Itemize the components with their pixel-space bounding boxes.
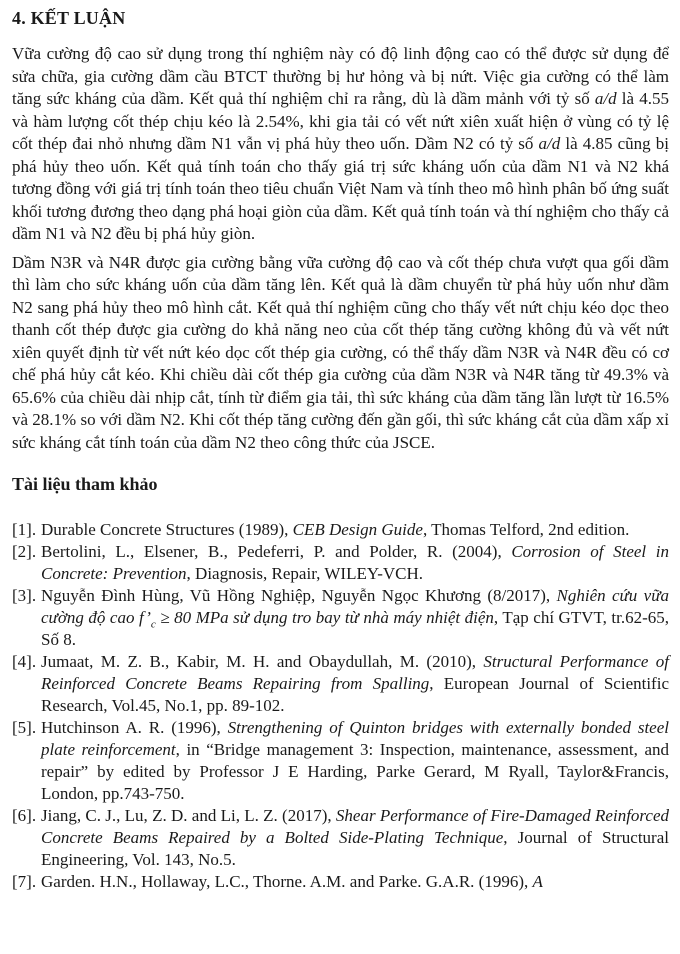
reference-text: Garden. H.N., Hollaway, L.C., Thorne. A.M. and Parke. G.A.R. (1996), A (41, 872, 543, 891)
reference-text: Durable Concrete Structures (1989), CEB Design Guide, Thomas Telford, 2nd edition. (41, 520, 630, 539)
reference-item-6 (12, 805, 669, 871)
conclusion-section-title: 4. KẾT LUẬN (12, 8, 126, 28)
reference-marker: [5]. (12, 718, 37, 737)
reference-text: Nguyễn Đình Hùng, Vũ Hồng Nghiệp, Nguyễn Ngọc Khương (8/2017), Nghiên cứu vữa cường độ cao $f’_c \ge 80$ MPa sử dụng tro bay từ nhà máy nhiệt điện, Tạp chí GTVT, tr.62-65, Số 8. (41, 586, 669, 649)
reference-list (12, 519, 669, 893)
conclusion-paragraph-2: Dầm N3R và N4R được gia cường bằng vữa cường độ cao và cốt thép chưa vượt qua gối dầm thì làm cho sức kháng uốn của dầm tăng lên. Kết quả là dầm chuyển từ phá hủy uốn như dầm N2 sang phá hủy theo mô hình cắt. Kết quả thí nghiệm cũng cho thấy vết nứt chịu kéo dọc theo thanh cốt thép được gia cường do khả năng neo của cốt thép tăng cường không đủ và vết nứt xiên quyết định từ vết nứt kéo dọc cốt thép gia cường, có thể thấy dầm N3R và N4R đều có cơ chế phá hủy cắt kéo. Khi chiều dài cốt thép gia cường của dầm N3R và N4R tăng từ 49.3% và 65.6% của chiều dài nhịp cắt, tính từ điểm gia tải, thì sức kháng của dầm tăng lần lượt từ 16.5% và 28.1% so với dầm N2. Khi cốt thép tăng cường đến gần gối, thì sức kháng cắt của dầm xấp xỉ sức kháng cắt tính toán của dầm N2 theo công thức của JSCE. (12, 252, 669, 452)
reference-marker: [3]. (12, 586, 37, 605)
conclusion-paragraph-1: Vữa cường độ cao sử dụng trong thí nghiệm này có độ linh động cao có thể được sử dụng để sửa chữa, gia cường dầm cầu BTCT thường bị hư hỏng và bị nứt. Việc gia cường có thể làm tăng sức kháng của dầm. Kết quả thí nghiệm chỉ ra rằng, dù là dầm mảnh với tỷ số a/d là 4.55 và hàm lượng cốt thép chịu kéo là 2.54%, khi gia tải có vết nứt xiên xuất hiện ở vùng có tỷ lệ cốt thép đai nhỏ nhưng dầm N1 vẫn vị phá hủy theo uốn. Dầm N2 có tỷ số a/d là 4.85 cũng bị phá hủy theo uốn. Kết quả tính toán cho thấy giá trị sức kháng uốn của dầm N1 và N2 khá tương đồng với giá trị tính toán theo tiêu chuẩn Việt Nam và tính theo mô hình phân bố ứng suất khối tương đương theo dạng phá hoại giòn của dầm. Kết quả tính toán và thí nghiệm cho thấy cả dầm N1 và N2 đều bị phá hủy giòn. (12, 44, 669, 243)
reference-marker: [6]. (12, 806, 37, 825)
reference-item-4 (12, 651, 669, 717)
reference-text: Jiang, C. J., Lu, Z. D. and Li, L. Z. (2017), Shear Performance of Fire-Damaged Reinforced Concrete Beams Repaired by a Bolted Side-Plating Technique, Journal of Structural Engineering, Vol. 143, No.5. (41, 806, 669, 869)
reference-item-7 (12, 871, 669, 893)
reference-marker: [7]. (12, 872, 37, 891)
reference-marker: [4]. (12, 652, 37, 671)
reference-item-1 (12, 519, 669, 541)
reference-item-5 (12, 717, 669, 805)
references-section-title: Tài liệu tham khảo (12, 474, 158, 494)
reference-text: Jumaat, M. Z. B., Kabir, M. H. and Obaydullah, M. (2010), Structural Performance of Reinforced Concrete Beams Repairing from Spalling, European Journal of Scientific Research, Vol.45, No.1, pp. 89-102. (41, 652, 669, 715)
reference-text: Bertolini, L., Elsener, B., Pedeferri, P. and Polder, R. (2004), Corrosion of Steel in Concrete: Prevention, Diagnosis, Repair, WILEY-VCH. (41, 542, 670, 583)
reference-item-3 (12, 585, 669, 651)
reference-item-2 (12, 541, 669, 585)
reference-marker: [2]. (12, 542, 37, 561)
reference-marker: [1]. (12, 520, 37, 539)
reference-text: Hutchinson A. R. (1996), Strengthening of Quinton bridges with externally bonded steel plate reinforcement, in “Bridge management 3: Inspection, maintenance, assessment, and repair” by edited by Professor J E Harding, Parke Gerard, M Ryall, Taylor&Francis, London, pp.743-750. (41, 718, 669, 803)
